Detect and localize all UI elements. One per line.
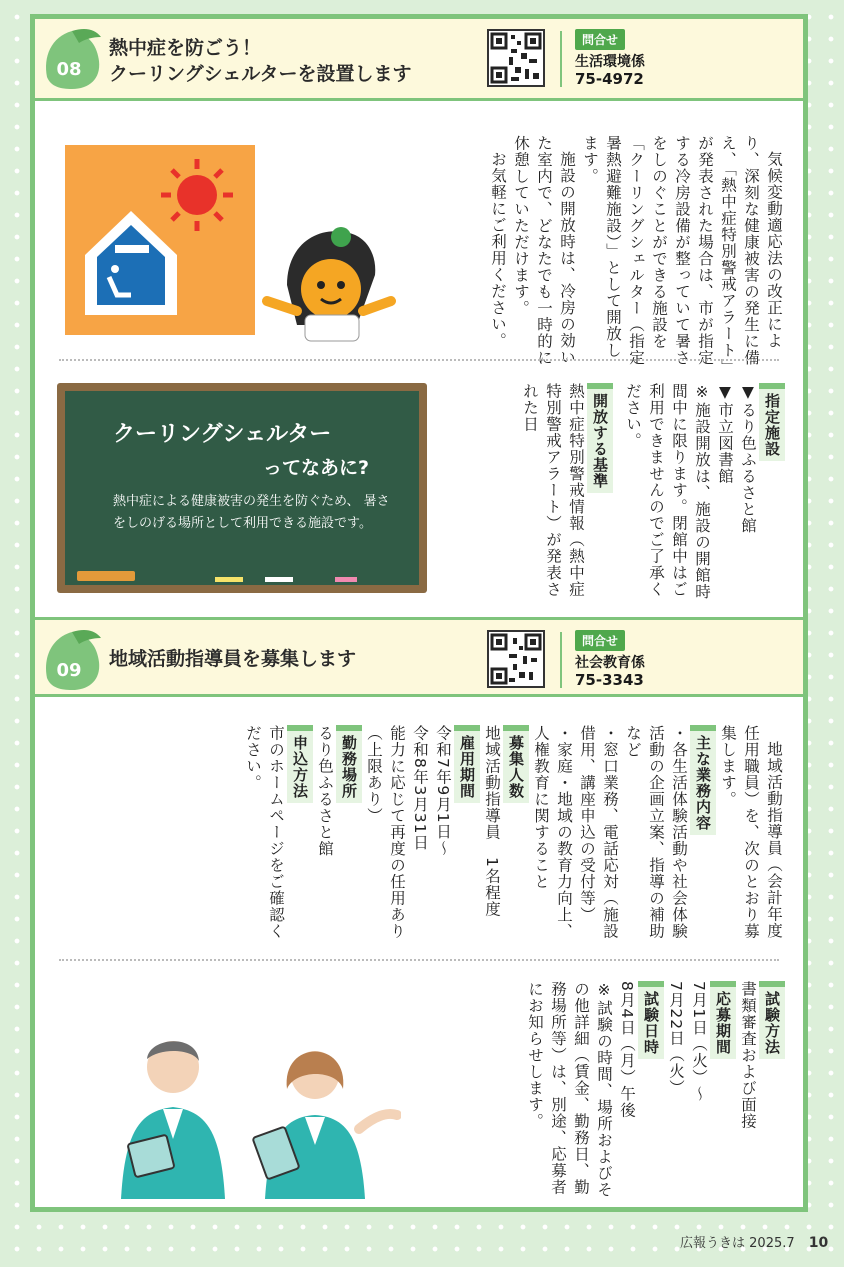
dotted-divider bbox=[59, 359, 779, 361]
section-title-line2: クーリングシェルターを設置します bbox=[109, 63, 412, 85]
qr-code-icon[interactable] bbox=[487, 630, 545, 688]
cooling-shelter-illustration bbox=[65, 145, 255, 335]
chalk-icon bbox=[265, 577, 293, 582]
inquiry-badge: 問合せ bbox=[575, 29, 625, 50]
body-paragraph-3: お気軽にご利用ください。 bbox=[489, 150, 507, 349]
workplace-text: るり色ふるさと館 bbox=[316, 725, 334, 857]
exam-method-text: 書類審査および面接 bbox=[739, 981, 757, 1130]
board-title: クーリングシェルター bbox=[113, 422, 332, 447]
section-09-upper bbox=[241, 725, 785, 951]
duty-item: ・窓口業務、電話応対（施設借用、講座申込の受付等） bbox=[578, 725, 619, 940]
period-label: 雇用期間 bbox=[454, 725, 480, 803]
section-title: 地域活動指導員を募集します bbox=[109, 648, 357, 670]
duties-label: 主な業務内容 bbox=[690, 725, 716, 835]
exam-note: ※試験の時間、場所およびその他詳細（賃金、勤務日、勤務場所等）は、別途、応募者にお知らせします。 bbox=[526, 981, 613, 1198]
facility-note: ※施設開放は、施設の開館時間中に限ります。閉館中はご利用できませんのでご了承ください。 bbox=[624, 383, 711, 600]
chalk-icon bbox=[335, 577, 357, 582]
page-number: 10 bbox=[808, 1235, 829, 1251]
inquiry-dept: 社会教育係 bbox=[575, 655, 645, 671]
facility-item: ▼市立図書館 bbox=[716, 383, 734, 485]
exam-method-label: 試験方法 bbox=[759, 981, 785, 1059]
board-subtitle: ってなあに? bbox=[263, 457, 370, 479]
eraser-icon bbox=[77, 571, 135, 581]
section-number: 08 bbox=[56, 59, 82, 80]
section-09-lower bbox=[523, 981, 785, 1203]
exam-date-text: 8月4日（月）午後 bbox=[618, 981, 636, 1119]
qr-code-icon[interactable] bbox=[487, 29, 545, 87]
apply-period-item: 7月1日（火）～ bbox=[690, 981, 708, 1102]
dotted-divider bbox=[59, 959, 779, 961]
inquiry-tel[interactable]: 75-4972 bbox=[575, 70, 644, 88]
exam-date-label: 試験日時 bbox=[638, 981, 664, 1059]
intro-text: 地域活動指導員（会計年度任用職員）を、次のとおり募集します。 bbox=[719, 725, 783, 940]
chalkboard bbox=[57, 383, 427, 593]
body-paragraph-2: 施設の開放時は、冷房の効いた室内で、どなたでも一時的に休憩していただけます。 bbox=[512, 135, 576, 366]
recruit-text: 地域活動指導員 1名程度 bbox=[483, 725, 501, 918]
mascot-illustration bbox=[257, 215, 399, 345]
divider bbox=[560, 31, 562, 87]
board-text: 熱中症による健康被害の発生を防ぐため、 暑さをしのげる場所として利用できる施設です。 bbox=[113, 494, 390, 531]
publication-name: 広報うきは bbox=[680, 1236, 746, 1251]
duty-item: ・各生活体験活動や社会体験活動の企画立案、指導の補助など bbox=[624, 725, 688, 940]
page bbox=[30, 14, 808, 1212]
inquiry-badge: 問合せ bbox=[575, 630, 625, 651]
apply-label: 申込方法 bbox=[287, 725, 313, 803]
inquiry-dept: 生活環境係 bbox=[575, 54, 645, 70]
section-title-line1: 熱中症を防ごう！ bbox=[109, 37, 262, 59]
body-paragraph-1: 気候変動適応法の改正により、深刻な健康被害の発生に備え、「熱中症特別警戒アラート」が発表された場合は、市が指定する冷房設備が整っていて暑さをしのぐことができる施設を「クーリングシェルター（指定暑熱避難施設）」として開放します。 bbox=[581, 135, 783, 367]
period-item: 令和8年3月31日 bbox=[411, 725, 429, 851]
section-08-header bbox=[35, 19, 803, 101]
facility-item: ▼るり色ふるさと館 bbox=[739, 383, 757, 534]
divider bbox=[560, 632, 562, 688]
issue-date: 2025.7 bbox=[749, 1236, 795, 1251]
apply-period-item: 7月22日（火） bbox=[667, 981, 685, 1097]
period-item: 能力に応じて再度の任用あり（上限あり） bbox=[365, 725, 406, 940]
workplace-label: 勤務場所 bbox=[336, 725, 362, 803]
section-number: 09 bbox=[56, 660, 82, 681]
facilities-label: 指定施設 bbox=[759, 383, 785, 461]
criteria-label: 開放する基準 bbox=[587, 383, 613, 493]
facilities-block bbox=[518, 383, 785, 607]
criteria-text: 熱中症特別警戒情報（熱中症特別警戒アラート）が発表された日 bbox=[521, 383, 585, 598]
inquiry-tel[interactable]: 75-3343 bbox=[575, 671, 644, 689]
chalk-icon bbox=[215, 577, 243, 582]
footer bbox=[680, 1232, 828, 1251]
section-08-body bbox=[486, 135, 785, 371]
apply-text: 市のホームページをご確認ください。 bbox=[244, 725, 285, 940]
duty-item: ・家庭・地域の教育力向上、人権教育に関すること bbox=[532, 725, 573, 940]
apply-period-label: 応募期間 bbox=[710, 981, 736, 1059]
staff-illustration bbox=[101, 1019, 401, 1199]
recruit-label: 募集人数 bbox=[503, 725, 529, 803]
period-item: 令和7年9月1日～ bbox=[434, 725, 452, 857]
section-09-header bbox=[35, 617, 803, 697]
